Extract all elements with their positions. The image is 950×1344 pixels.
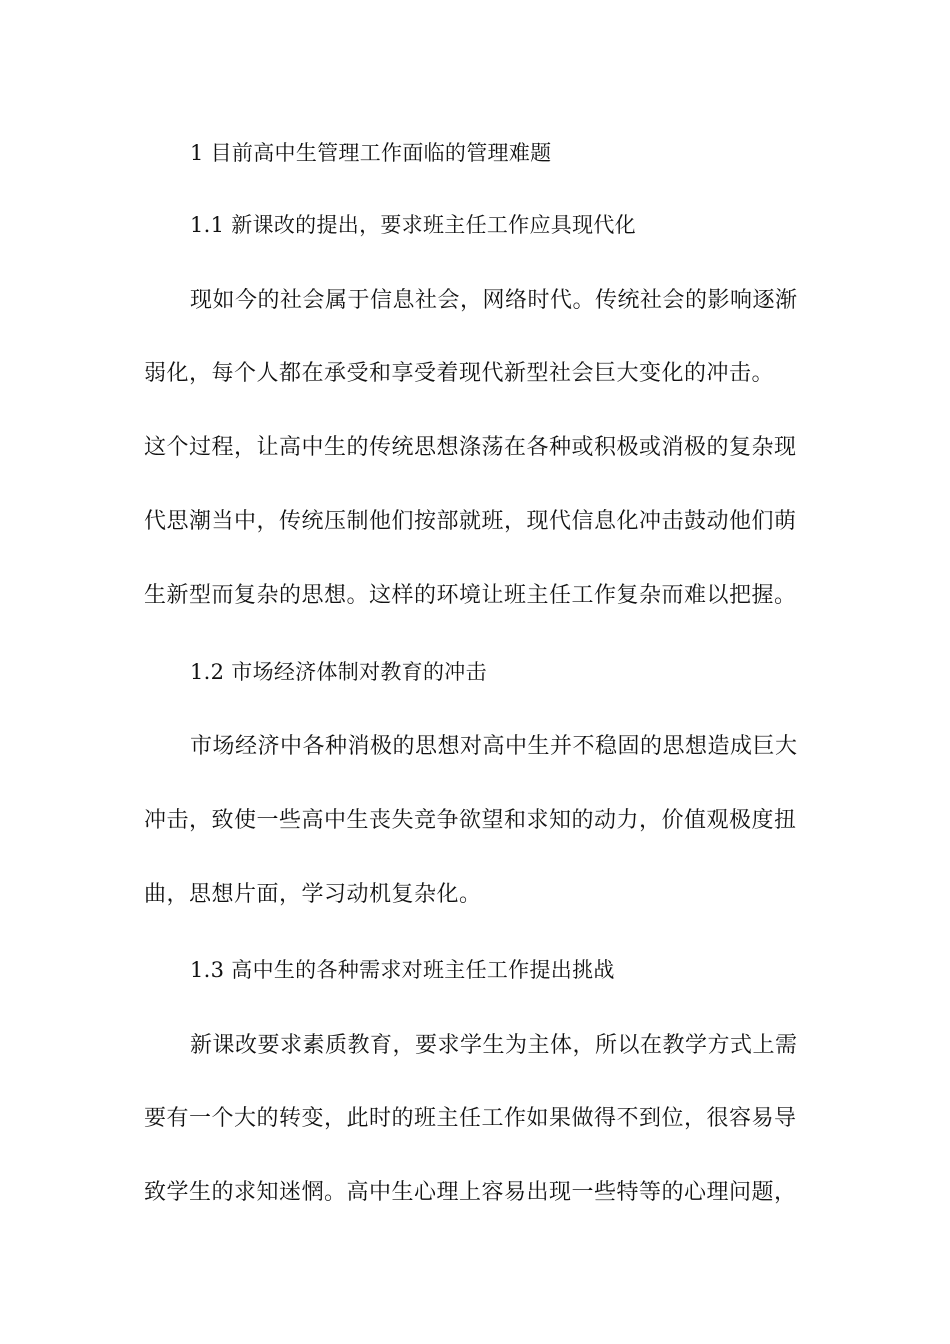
paragraph-line: 致学生的求知迷惘。高中生心理上容易出现一些特等的心理问题， (144, 1180, 797, 1205)
paragraph-line: 要有一个大的转变，此时的班主任工作如果做得不到位，很容易导 (144, 1106, 797, 1131)
paragraph-line: 生新型而复杂的思想。这样的环境让班主任工作复杂而难以把握。 (144, 583, 797, 608)
paragraph-line: 代思潮当中，传统压制他们按部就班，现代信息化冲击鼓动他们萌 (144, 509, 797, 534)
paragraph-line: 这个过程，让高中生的传统思想涤荡在各种或积极或消极的复杂现 (144, 435, 797, 460)
subsection-heading-1-3: 1.3 高中生的各种需求对班主任工作提出挑战 (190, 958, 615, 982)
subsection-heading-1-2: 1.2 市场经济体制对教育的冲击 (190, 660, 487, 684)
paragraph-line: 曲，思想片面，学习动机复杂化。 (144, 882, 482, 907)
paragraph-line: 现如今的社会属于信息社会，网络时代。传统社会的影响逐渐 (190, 288, 798, 313)
section-heading-1: 1 目前高中生管理工作面临的管理难题 (190, 141, 552, 165)
paragraph-line: 市场经济中各种消极的思想对高中生并不稳固的思想造成巨大 (190, 734, 798, 759)
paragraph-line: 冲击，致使一些高中生丧失竞争欲望和求知的动力，价值观极度扭 (144, 808, 797, 833)
paragraph-line: 弱化，每个人都在承受和享受着现代新型社会巨大变化的冲击。 (144, 361, 775, 386)
subsection-heading-1-1: 1.1 新课改的提出，要求班主任工作应具现代化 (190, 213, 636, 237)
paragraph-line: 新课改要求素质教育，要求学生为主体，所以在教学方式上需 (190, 1033, 798, 1058)
